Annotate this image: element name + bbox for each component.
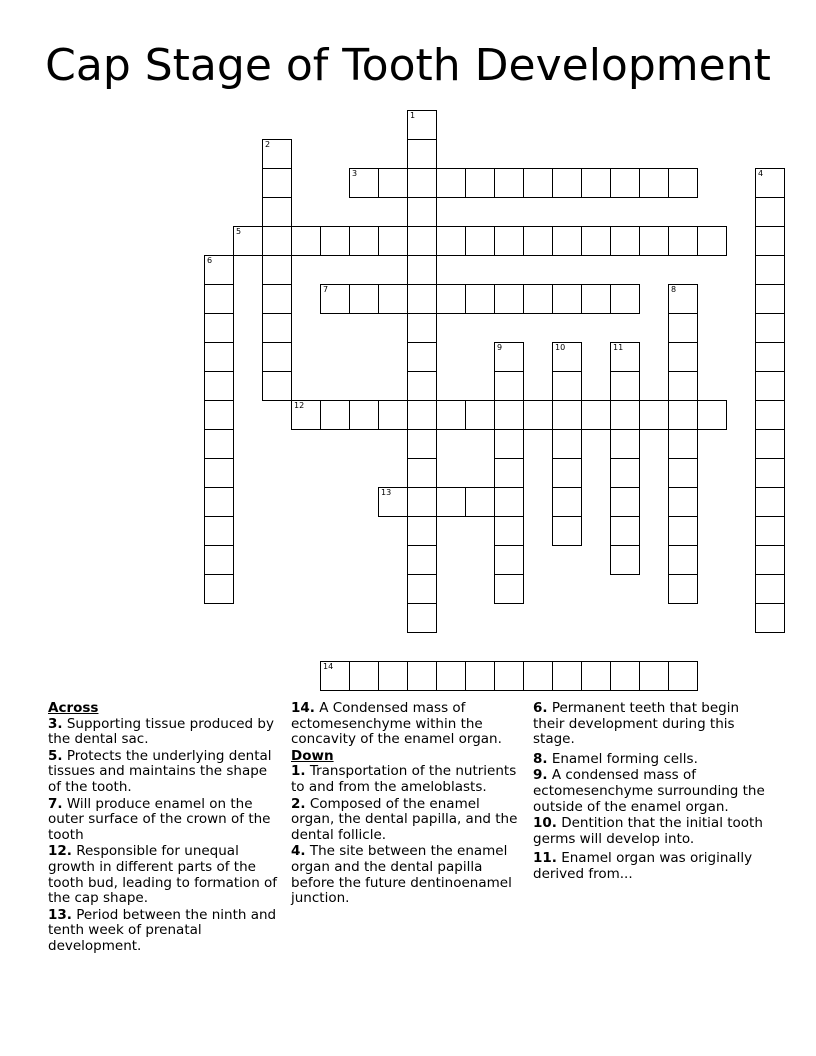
- grid-cell[interactable]: [494, 371, 524, 401]
- grid-cell[interactable]: [262, 371, 292, 401]
- grid-cell[interactable]: [668, 400, 698, 430]
- grid-cell[interactable]: [320, 226, 350, 256]
- grid-cell[interactable]: [494, 516, 524, 546]
- grid-cell[interactable]: [262, 313, 292, 343]
- grid-cell[interactable]: [668, 516, 698, 546]
- grid-cell[interactable]: [349, 284, 379, 314]
- grid-cell[interactable]: [407, 168, 437, 198]
- grid-cell[interactable]: [494, 429, 524, 459]
- clue-item-text: Permanent teeth that begin their development during this stage.: [533, 700, 740, 748]
- grid-cell[interactable]: [378, 168, 408, 198]
- clue-item-number: 5.: [48, 747, 63, 764]
- grid-cell[interactable]: [407, 516, 437, 546]
- grid-cell[interactable]: [610, 371, 640, 401]
- grid-cell[interactable]: [407, 400, 437, 430]
- grid-cell[interactable]: [204, 487, 234, 517]
- grid-cell[interactable]: [523, 226, 553, 256]
- grid-cell[interactable]: [494, 545, 524, 575]
- grid-cell[interactable]: [755, 197, 785, 227]
- grid-cell[interactable]: [465, 284, 495, 314]
- grid-cell[interactable]: [581, 661, 611, 691]
- clue-item-text: Protects the underlying dental tissues and maintains the shape of the tooth.: [48, 747, 272, 795]
- grid-cell[interactable]: [349, 226, 379, 256]
- grid-cell[interactable]: [552, 226, 582, 256]
- grid-cell[interactable]: [407, 574, 437, 604]
- across-clue-list: [48, 717, 284, 955]
- clue-item-text: Composed of the enamel organ, the dental papilla, and the dental follicle.: [291, 795, 518, 843]
- clue-item-number: 11.: [533, 850, 557, 867]
- clue-number: 8: [671, 285, 677, 294]
- grid-cell[interactable]: [204, 545, 234, 575]
- clue-column-2: [291, 701, 523, 908]
- grid-cell[interactable]: [755, 371, 785, 401]
- clue-item: [48, 844, 284, 906]
- grid-cell[interactable]: [610, 458, 640, 488]
- grid-cell[interactable]: [204, 255, 234, 285]
- grid-cell[interactable]: [668, 661, 698, 691]
- clue-item-text: Dentition that the initial tooth germs will develop into.: [533, 815, 763, 847]
- grid-cell[interactable]: [407, 661, 437, 691]
- grid-cell[interactable]: [262, 342, 292, 372]
- grid-cell[interactable]: [436, 284, 466, 314]
- clue-item-number: 8.: [533, 750, 548, 767]
- clue-item-text: A condensed mass of ectomesenchyme surrounding the outside of the enamel organ.: [533, 767, 765, 815]
- grid-cell[interactable]: [407, 545, 437, 575]
- grid-cell[interactable]: [407, 110, 437, 140]
- grid-cell[interactable]: [581, 168, 611, 198]
- grid-cell[interactable]: [668, 168, 698, 198]
- grid-cell[interactable]: [552, 487, 582, 517]
- grid-cell[interactable]: [610, 400, 640, 430]
- clue-number: 10: [555, 343, 566, 352]
- grid-cell[interactable]: [465, 661, 495, 691]
- grid-cell[interactable]: [407, 313, 437, 343]
- grid-cell[interactable]: [523, 168, 553, 198]
- grid-cell[interactable]: [494, 458, 524, 488]
- grid-cell[interactable]: [465, 226, 495, 256]
- clue-number: 13: [381, 488, 392, 497]
- clue-item-number: 13.: [48, 906, 72, 923]
- clue-number: 3: [352, 169, 358, 178]
- grid-cell[interactable]: [668, 545, 698, 575]
- grid-cell[interactable]: [320, 400, 350, 430]
- grid-cell[interactable]: [552, 168, 582, 198]
- grid-cell[interactable]: [755, 342, 785, 372]
- clue-number: 1: [410, 111, 416, 120]
- grid-cell[interactable]: [407, 371, 437, 401]
- clue-item: [533, 768, 769, 815]
- grid-cell[interactable]: [407, 342, 437, 372]
- grid-cell[interactable]: [552, 371, 582, 401]
- clue-number: 12: [294, 401, 305, 410]
- grid-cell[interactable]: [523, 661, 553, 691]
- grid-cell[interactable]: [755, 458, 785, 488]
- grid-cell[interactable]: [233, 226, 263, 256]
- grid-cell[interactable]: [552, 458, 582, 488]
- clue-item-number: 6.: [533, 700, 548, 716]
- grid-cell[interactable]: [523, 400, 553, 430]
- grid-cell[interactable]: [552, 516, 582, 546]
- grid-cell[interactable]: [407, 458, 437, 488]
- clue-item-number: 10.: [533, 815, 557, 832]
- grid-cell[interactable]: [465, 400, 495, 430]
- grid-cell[interactable]: [204, 284, 234, 314]
- grid-cell[interactable]: [407, 197, 437, 227]
- grid-cell[interactable]: [204, 516, 234, 546]
- grid-cell[interactable]: [581, 226, 611, 256]
- grid-cell[interactable]: [610, 226, 640, 256]
- grid-cell[interactable]: [755, 516, 785, 546]
- clue-number: 6: [207, 256, 213, 265]
- grid-cell[interactable]: [378, 284, 408, 314]
- grid-cell[interactable]: [349, 168, 379, 198]
- grid-cell[interactable]: [755, 603, 785, 633]
- grid-cell[interactable]: [755, 313, 785, 343]
- grid-cell[interactable]: [262, 284, 292, 314]
- grid-cell[interactable]: [755, 487, 785, 517]
- grid-cell[interactable]: [407, 255, 437, 285]
- grid-cell[interactable]: [755, 400, 785, 430]
- grid-cell[interactable]: [552, 400, 582, 430]
- grid-cell[interactable]: [291, 400, 321, 430]
- clue-item-text: Enamel forming cells.: [547, 750, 698, 767]
- across-clue-list-continued: [291, 701, 523, 748]
- grid-cell[interactable]: [755, 284, 785, 314]
- grid-cell[interactable]: [262, 255, 292, 285]
- clue-item-text: Will produce enamel on the outer surface of the crown of the tooth: [48, 795, 271, 843]
- grid-cell[interactable]: [581, 284, 611, 314]
- grid-cell[interactable]: [668, 342, 698, 372]
- clue-item: [291, 797, 523, 844]
- grid-cell[interactable]: [291, 226, 321, 256]
- grid-cell[interactable]: [668, 371, 698, 401]
- clue-number: 9: [497, 343, 503, 352]
- grid-cell[interactable]: [610, 516, 640, 546]
- grid-cell[interactable]: [755, 168, 785, 198]
- grid-cell[interactable]: [581, 400, 611, 430]
- clue-item-number: 7.: [48, 795, 63, 812]
- down-clue-list: [291, 764, 523, 906]
- grid-cell[interactable]: [204, 574, 234, 604]
- grid-cell[interactable]: [436, 168, 466, 198]
- clue-item-text: Period between the ninth and tenth week of prenatal development.: [48, 906, 277, 954]
- grid-cell[interactable]: [610, 487, 640, 517]
- down-clue-list-continued: [533, 701, 769, 883]
- clue-item-number: 9.: [533, 767, 548, 784]
- grid-cell[interactable]: [349, 400, 379, 430]
- grid-cell[interactable]: [378, 400, 408, 430]
- grid-cell[interactable]: [639, 661, 669, 691]
- grid-cell[interactable]: [610, 661, 640, 691]
- grid-cell[interactable]: [407, 139, 437, 169]
- grid-cell[interactable]: [552, 284, 582, 314]
- clue-item-text: The site between the enamel organ and the dental papilla before the future dentinoenamel junction.: [291, 843, 512, 907]
- grid-cell[interactable]: [378, 487, 408, 517]
- clue-number: 2: [265, 140, 271, 149]
- grid-cell[interactable]: [610, 429, 640, 459]
- grid-cell[interactable]: [407, 603, 437, 633]
- grid-cell[interactable]: [610, 545, 640, 575]
- grid-cell[interactable]: [494, 487, 524, 517]
- grid-cell[interactable]: [668, 226, 698, 256]
- clue-item-number: 2.: [291, 795, 306, 812]
- puzzle-title: Cap Stage of Tooth Development: [45, 40, 771, 91]
- grid-cell[interactable]: [320, 661, 350, 691]
- grid-cell[interactable]: [494, 342, 524, 372]
- clue-item: [291, 844, 523, 906]
- grid-cell[interactable]: [436, 487, 466, 517]
- clue-item: [48, 749, 284, 796]
- grid-cell[interactable]: [668, 458, 698, 488]
- clue-number: 5: [236, 227, 242, 236]
- grid-cell[interactable]: [494, 574, 524, 604]
- grid-cell[interactable]: [407, 284, 437, 314]
- grid-cell[interactable]: [320, 284, 350, 314]
- grid-cell[interactable]: [668, 429, 698, 459]
- grid-cell[interactable]: [552, 342, 582, 372]
- grid-cell[interactable]: [349, 661, 379, 691]
- grid-cell[interactable]: [639, 168, 669, 198]
- clue-item: [48, 908, 284, 955]
- grid-cell[interactable]: [552, 429, 582, 459]
- grid-cell[interactable]: [668, 313, 698, 343]
- grid-cell[interactable]: [378, 226, 408, 256]
- grid-cell[interactable]: [494, 168, 524, 198]
- clue-item-text: A Condensed mass of ectomesenchyme within the concavity of the enamel organ.: [291, 700, 502, 748]
- grid-cell[interactable]: [494, 284, 524, 314]
- grid-cell[interactable]: [639, 226, 669, 256]
- grid-cell[interactable]: [436, 400, 466, 430]
- clue-column-3: [533, 701, 769, 884]
- down-heading: Down: [291, 747, 334, 764]
- clue-item: [291, 701, 523, 748]
- clue-item: [48, 717, 284, 748]
- grid-cell[interactable]: [755, 429, 785, 459]
- grid-cell[interactable]: [407, 429, 437, 459]
- clue-item-text: Supporting tissue produced by the dental sac.: [48, 715, 274, 748]
- across-heading: Across: [48, 700, 99, 716]
- clue-item: [533, 816, 769, 847]
- clue-item: [533, 851, 769, 882]
- grid-cell[interactable]: [697, 400, 727, 430]
- grid-cell[interactable]: [436, 226, 466, 256]
- clue-column-1: [48, 701, 284, 956]
- clue-number: 7: [323, 285, 329, 294]
- grid-cell[interactable]: [407, 226, 437, 256]
- clue-item-number: 12.: [48, 843, 72, 860]
- grid-cell[interactable]: [552, 661, 582, 691]
- grid-cell[interactable]: [755, 255, 785, 285]
- clue-item: [533, 752, 769, 768]
- grid-cell[interactable]: [465, 168, 495, 198]
- grid-cell[interactable]: [668, 284, 698, 314]
- grid-cell[interactable]: [668, 574, 698, 604]
- grid-cell[interactable]: [407, 487, 437, 517]
- clue-item-text: Transportation of the nutrients to and from the ameloblasts.: [291, 763, 517, 795]
- grid-cell[interactable]: [494, 400, 524, 430]
- grid-cell[interactable]: [465, 487, 495, 517]
- grid-cell[interactable]: [668, 487, 698, 517]
- grid-cell[interactable]: [262, 197, 292, 227]
- grid-cell[interactable]: [436, 661, 466, 691]
- grid-cell[interactable]: [204, 342, 234, 372]
- clue-item-number: 4.: [291, 843, 306, 860]
- grid-cell[interactable]: [262, 139, 292, 169]
- grid-cell[interactable]: [204, 313, 234, 343]
- grid-cell[interactable]: [610, 168, 640, 198]
- clue-item: [291, 764, 523, 795]
- grid-cell[interactable]: [204, 400, 234, 430]
- clue-item-number: 1.: [291, 763, 306, 780]
- grid-cell[interactable]: [523, 284, 553, 314]
- grid-cell[interactable]: [494, 661, 524, 691]
- grid-cell[interactable]: [378, 661, 408, 691]
- clue-item-number: 14.: [291, 700, 315, 716]
- clue-item: [48, 797, 284, 844]
- clue-item-text: Responsible for unequal growth in different parts of the tooth bud, leading to formation of the cap shape.: [48, 843, 278, 907]
- clue-number: 11: [613, 343, 624, 352]
- grid-cell[interactable]: [639, 400, 669, 430]
- grid-cell[interactable]: [697, 226, 727, 256]
- grid-cell[interactable]: [755, 545, 785, 575]
- grid-cell[interactable]: [755, 574, 785, 604]
- grid-cell[interactable]: [610, 284, 640, 314]
- grid-cell[interactable]: [494, 226, 524, 256]
- clue-number: 14: [323, 662, 334, 671]
- grid-cell[interactable]: [204, 371, 234, 401]
- grid-cell[interactable]: [204, 458, 234, 488]
- grid-cell[interactable]: [262, 168, 292, 198]
- clue-item: [533, 701, 769, 748]
- grid-cell[interactable]: [610, 342, 640, 372]
- clue-number: 4: [758, 169, 764, 178]
- grid-cell[interactable]: [204, 429, 234, 459]
- clue-item-text: Enamel organ was originally derived from...: [533, 850, 753, 882]
- clue-item-number: 3.: [48, 715, 63, 732]
- grid-cell[interactable]: [755, 226, 785, 256]
- grid-cell[interactable]: [262, 226, 292, 256]
